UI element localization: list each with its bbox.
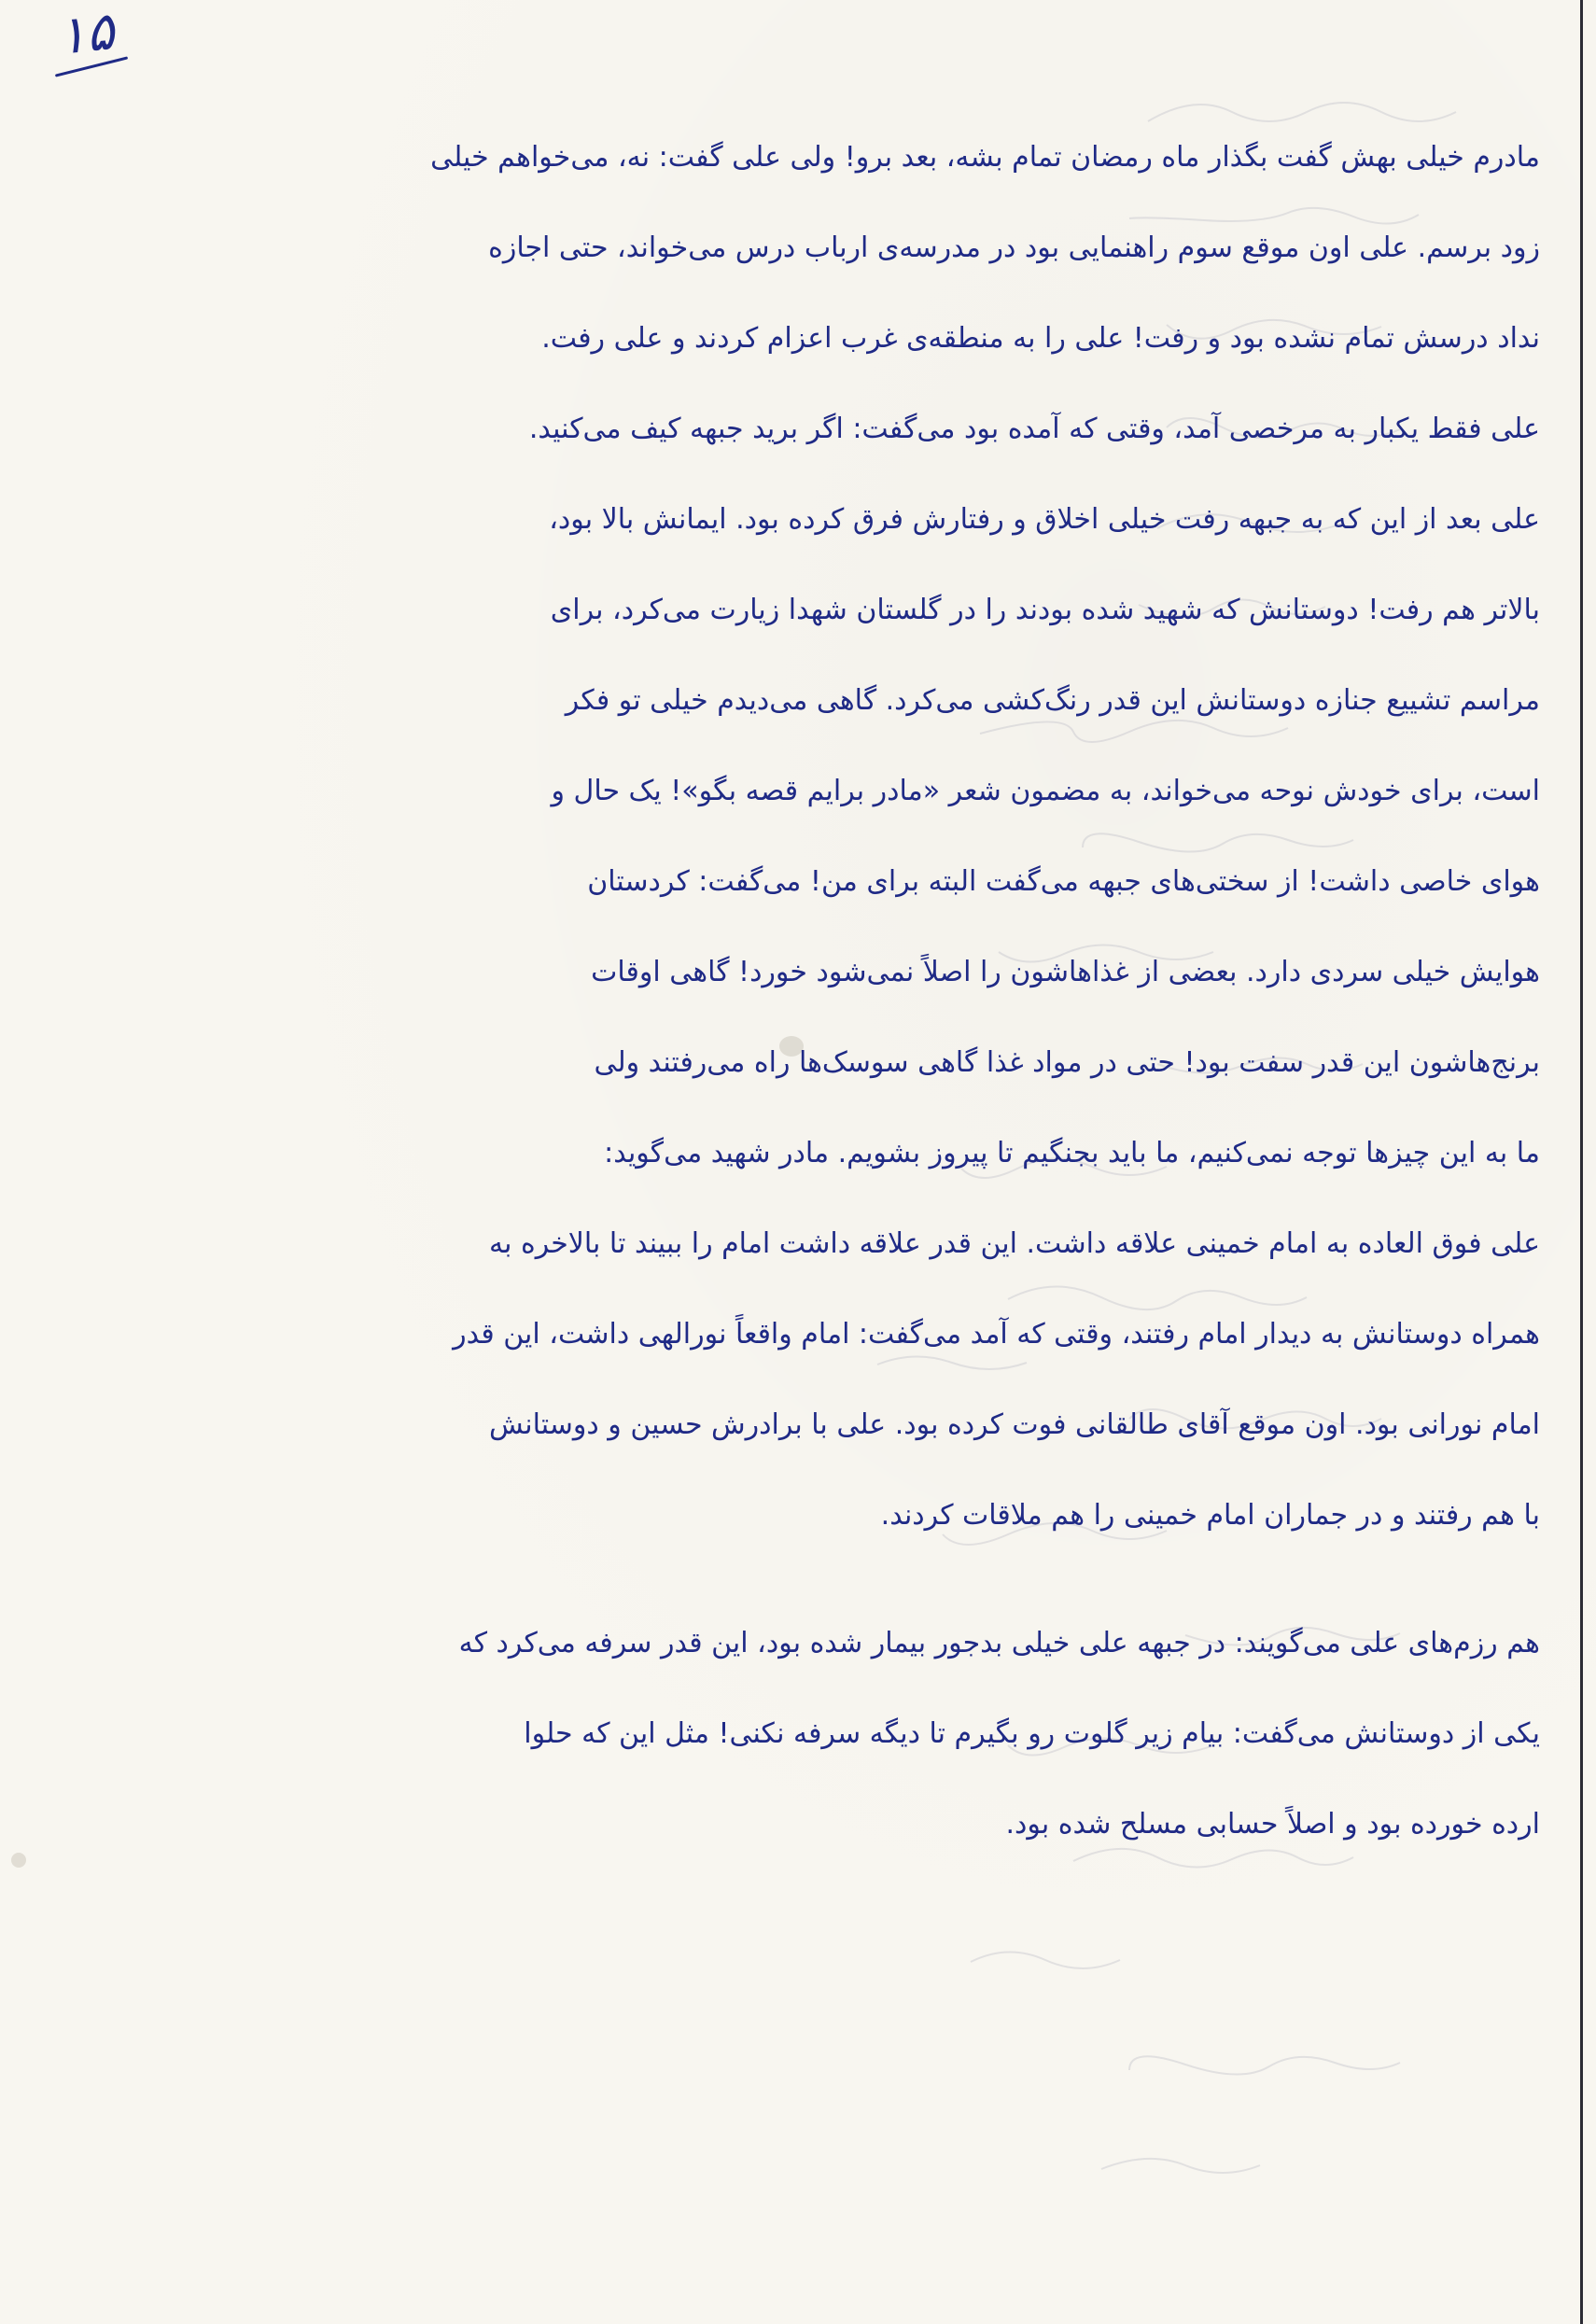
text-line: هم رزم‌های علی می‌گویند: در جبهه علی خیلی بدجور بیمار شده بود، این قدر سرفه می‌کرد که xyxy=(458,1627,1540,1659)
page-edge-line xyxy=(1580,0,1583,2324)
text-line: مراسم تشییع جنازه دوستانش این قدر رنگ‌کشی می‌کرد. گاهی می‌دیدم خیلی تو فکر xyxy=(565,684,1540,717)
text-line: علی فقط یکبار به مرخصی آمد، وقتی که آمده بود می‌گفت: اگر برید جبهه کیف می‌کنید. xyxy=(528,413,1540,445)
text-line: بالاتر هم رفت! دوستانش که شهید شده بودند را در گلستان شهدا زیارت می‌کرد، برای xyxy=(550,594,1540,626)
text-line: علی فوق العاده به امام خمینی علاقه داشت. این قدر علاقه داشت امام را ببیند تا بالاخره به xyxy=(489,1227,1540,1260)
paragraph xyxy=(56,1598,1540,1869)
text-line: زود برسم. علی اون موقع سوم راهنمایی بود در مدرسه‌ی ارباب درس می‌خواند، حتی اجازه xyxy=(488,231,1540,264)
body-text xyxy=(56,112,1540,1869)
text-line: ارده خورده بود و اصلاً حسابی مسلح شده بود. xyxy=(1005,1808,1540,1841)
paragraph-gap xyxy=(56,1561,1540,1598)
text-line: امام نورانی بود. اون موقع آقای طالقانی فوت کرده بود. علی با برادرش حسین و دوستانش xyxy=(488,1408,1540,1441)
text-line: است، برای خودش نوحه می‌خواند، به مضمون شعر «مادر برایم قصه بگو»! یک حال و xyxy=(551,775,1540,807)
paragraph xyxy=(56,112,1540,1561)
text-line: با هم رفتند و در جماران امام خمینی را هم ملاقات کردند. xyxy=(880,1499,1540,1532)
text-line: برنج‌هاشون این قدر سفت بود! حتی در مواد غذا گاهی سوسک‌ها راه می‌رفتند ولی xyxy=(594,1046,1540,1079)
text-line: ما به این چیزها توجه نمی‌کنیم، ما باید بجنگیم تا پیروز بشویم. مادر شهید می‌گوید: xyxy=(604,1137,1540,1169)
text-line: همراه دوستانش به دیدار امام رفتند، وقتی که آمد می‌گفت: امام واقعاً نورالهی داشت، این قدر xyxy=(453,1318,1540,1351)
text-line: علی بعد از این که به جبهه رفت خیلی اخلاق و رفتارش فرق کرده بود. ایمانش بالا بود، xyxy=(549,503,1540,536)
text-line: یکی از دوستانش می‌گفت: بیام زیر گلوت رو بگیرم تا دیگه سرفه نکنی! مثل این که حلوا xyxy=(524,1717,1540,1750)
page-number: ۱۵ xyxy=(54,1,118,67)
text-line: مادرم خیلی بهش گفت بگذار ماه رمضان تمام بشه، بعد برو! ولی علی گفت: نه، می‌خواهم خیلی xyxy=(430,141,1540,174)
text-line: هوایش خیلی سردی دارد. بعضی از غذاهاشون را اصلاً نمی‌شود خورد! گاهی اوقات xyxy=(591,956,1540,988)
text-line: هوای خاصی داشت! از سختی‌های جبهه می‌گفت البته برای من! می‌گفت: کردستان xyxy=(587,865,1540,898)
text-line: نداد درسش تمام نشده بود و رفت! علی را به منطقه‌ی غرب اعزام کردند و علی رفت. xyxy=(541,322,1540,355)
ink-blot xyxy=(11,1853,26,1868)
